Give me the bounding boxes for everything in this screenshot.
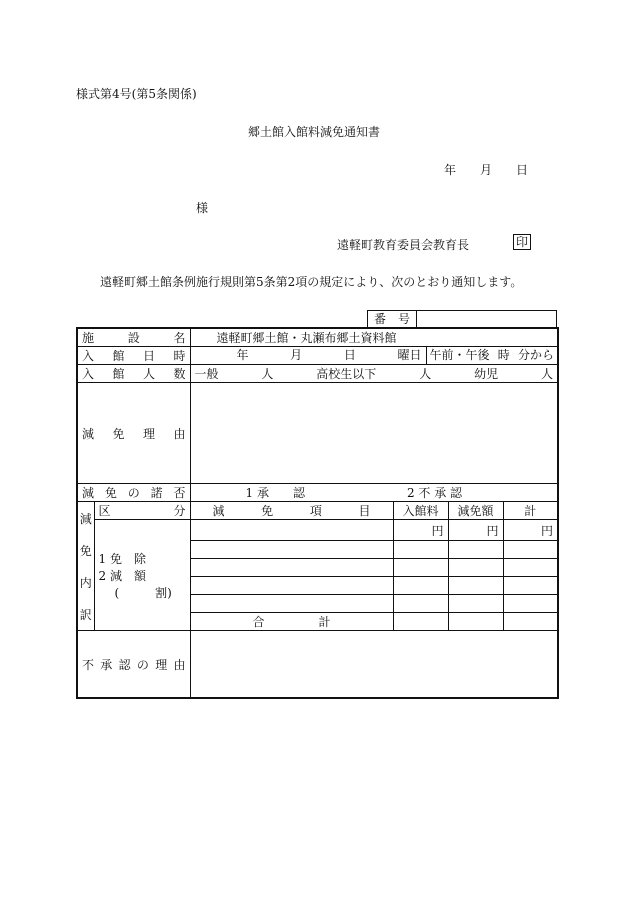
- facility-value: 遠軽町郷土館・丸瀬布郷土資料館: [190, 328, 558, 347]
- decision-label: 減 免 の 諾 否: [77, 484, 190, 502]
- reduction-header: 減免額: [448, 502, 503, 520]
- detail-side-label: 減 免 内 訳: [77, 502, 94, 631]
- fee-cell[interactable]: [393, 577, 448, 595]
- issuer-name: 遠軽町教育委員会教育長: [337, 238, 470, 252]
- total-cell[interactable]: [503, 595, 558, 613]
- reason-field[interactable]: [190, 383, 558, 484]
- item-cell[interactable]: [190, 541, 393, 559]
- item-cell[interactable]: [190, 595, 393, 613]
- total-cell[interactable]: [503, 559, 558, 577]
- datetime-label: 入 館 日 時: [77, 347, 190, 365]
- reason-label: 減 免 理 由: [77, 383, 190, 484]
- document-title: 郷土館入館料減免通知書: [248, 125, 381, 139]
- reduction-cell[interactable]: [448, 595, 503, 613]
- total-header: 計: [503, 502, 558, 520]
- total-yen: 円: [503, 520, 558, 541]
- fee-sum[interactable]: [393, 613, 448, 631]
- fee-cell[interactable]: [393, 559, 448, 577]
- item-cell[interactable]: [190, 559, 393, 577]
- date-month-label: 月: [480, 163, 493, 177]
- body-text: 遠軽町郷土館条例施行規則第5条第2項の規定により、次のとおり通知します。: [100, 275, 523, 289]
- item-header: 減 免 項 目: [190, 502, 393, 520]
- item-cell[interactable]: [190, 577, 393, 595]
- fee-yen: 円: [393, 520, 448, 541]
- decision-field[interactable]: [190, 484, 558, 502]
- decision-reject: 2 不 承 認: [406, 486, 463, 500]
- date-year-label: 年: [444, 163, 457, 177]
- reduction-sum[interactable]: [448, 613, 503, 631]
- reduction-cell[interactable]: [448, 541, 503, 559]
- facility-label: 施 設 名: [77, 328, 190, 347]
- sum-label: 合 計: [190, 613, 393, 631]
- reduction-yen: 円: [448, 520, 503, 541]
- decision-approve: 1 承 認: [245, 486, 305, 500]
- reduction-cell[interactable]: [448, 577, 503, 595]
- total-cell[interactable]: [503, 541, 558, 559]
- refusal-label: 不 承 認 の 理 由: [77, 631, 190, 699]
- refusal-field[interactable]: [190, 631, 558, 699]
- count-field[interactable]: 一般 人 高校生以下 人 幼児 人: [190, 365, 558, 383]
- form-number: 様式第4号(第5条関係): [76, 87, 197, 101]
- total-cell[interactable]: [503, 577, 558, 595]
- count-label: 入 館 人 数: [77, 365, 190, 383]
- kubun-options[interactable]: 1 免 除 2 減 額 ( 割): [94, 520, 190, 631]
- date-day-label: 日: [516, 163, 529, 177]
- fee-header: 入館料: [393, 502, 448, 520]
- addressee-suffix: 様: [196, 201, 209, 215]
- kubun-header: 区 分: [94, 502, 190, 520]
- number-label: 番 号: [368, 311, 417, 328]
- datetime-field[interactable]: 年 月 日 曜日 午前・午後 時 分から: [190, 347, 558, 365]
- number-box: [367, 310, 557, 328]
- total-sum[interactable]: [503, 613, 558, 631]
- fee-cell[interactable]: [393, 541, 448, 559]
- seal-mark: 印: [513, 234, 531, 250]
- number-field[interactable]: [417, 311, 556, 328]
- reduction-cell[interactable]: [448, 559, 503, 577]
- fee-cell[interactable]: [393, 595, 448, 613]
- notice-form-table: [76, 327, 559, 699]
- item-cell[interactable]: [190, 520, 393, 541]
